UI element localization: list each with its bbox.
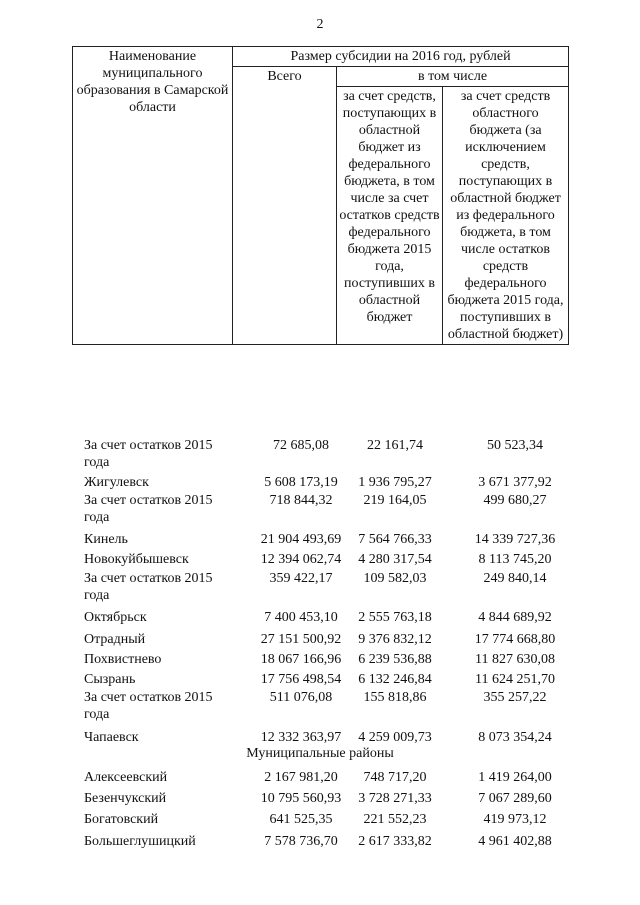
row-name: Безенчукский bbox=[84, 791, 167, 806]
row-name: Большеглушицкий bbox=[84, 834, 196, 849]
row-regional: 8 073 354,24 bbox=[478, 730, 552, 745]
table-row bbox=[0, 437, 640, 470]
row-total: 12 394 062,74 bbox=[260, 552, 342, 567]
row-regional: 50 523,34 bbox=[487, 438, 543, 453]
row-regional: 8 113 745,20 bbox=[478, 552, 552, 567]
row-name: Кинель bbox=[84, 532, 128, 547]
row-name: Богатовский bbox=[84, 812, 159, 827]
row-total: 641 525,35 bbox=[269, 812, 333, 827]
row-total: 21 904 493,69 bbox=[260, 532, 342, 547]
row-federal: 7 564 766,33 bbox=[358, 532, 432, 547]
table-row bbox=[0, 790, 640, 808]
row-total: 18 067 166,96 bbox=[260, 652, 342, 667]
header-total: Всего bbox=[233, 67, 337, 345]
row-regional: 355 257,22 bbox=[483, 690, 547, 705]
table-row bbox=[0, 811, 640, 829]
row-regional: 419 973,12 bbox=[483, 812, 547, 827]
table-row bbox=[0, 671, 640, 689]
row-total: 718 844,32 bbox=[269, 493, 333, 508]
row-regional: 1 419 264,00 bbox=[478, 770, 552, 785]
row-federal: 6 132 246,84 bbox=[358, 672, 432, 687]
table-row bbox=[0, 689, 640, 722]
row-regional: 4 961 402,88 bbox=[478, 834, 552, 849]
header-subsidy-size: Размер субсидии на 2016 год, рублей bbox=[233, 47, 569, 67]
row-total: 27 151 500,92 bbox=[260, 632, 342, 647]
row-name: Новокуйбышевск bbox=[84, 552, 189, 567]
row-regional: 3 671 377,92 bbox=[478, 475, 552, 490]
row-total: 12 332 363,97 bbox=[260, 730, 342, 745]
table-row bbox=[0, 833, 640, 851]
row-regional: 11 624 251,70 bbox=[475, 672, 555, 687]
row-federal: 155 818,86 bbox=[363, 690, 427, 705]
row-federal: 4 280 317,54 bbox=[358, 552, 432, 567]
row-total: 10 795 560,93 bbox=[260, 791, 342, 806]
header-including: в том числе bbox=[337, 67, 569, 87]
table-row bbox=[0, 609, 640, 627]
section-heading-districts: Муниципальные районы bbox=[246, 746, 394, 761]
row-total: 7 400 453,10 bbox=[264, 610, 338, 625]
table-row bbox=[0, 570, 640, 603]
row-name: Чапаевск bbox=[84, 730, 139, 745]
row-name: Октябрьск bbox=[84, 610, 147, 625]
row-name: За счет остатков 2015 года bbox=[84, 493, 213, 525]
row-name: Алексеевский bbox=[84, 770, 168, 785]
row-total: 72 685,08 bbox=[273, 438, 329, 453]
row-name: За счет остатков 2015 года bbox=[84, 690, 213, 722]
table-row bbox=[0, 651, 640, 669]
row-regional: 4 844 689,92 bbox=[478, 610, 552, 625]
row-regional: 17 774 668,80 bbox=[474, 632, 556, 647]
row-federal: 1 936 795,27 bbox=[358, 475, 432, 490]
row-regional: 11 827 630,08 bbox=[475, 652, 555, 667]
row-name: За счет остатков 2015 года bbox=[84, 571, 213, 603]
row-federal: 109 582,03 bbox=[363, 571, 427, 586]
table-row bbox=[0, 551, 640, 569]
row-federal: 2 555 763,18 bbox=[358, 610, 432, 625]
row-name: Отрадный bbox=[84, 632, 146, 647]
row-regional: 499 680,27 bbox=[483, 493, 547, 508]
header-federal-funds: за счет средств, поступающих в областной бюджет из федерального бюджета, в том числе за счет остатков средств федерального бюджета 2015 года, поступивших в областной бюджет bbox=[337, 87, 443, 345]
row-federal: 219 164,05 bbox=[363, 493, 427, 508]
row-name: За счет остатков 2015 года bbox=[84, 438, 213, 470]
row-name: Жигулевск bbox=[84, 475, 149, 490]
row-total: 359 422,17 bbox=[269, 571, 333, 586]
table-row bbox=[0, 474, 640, 492]
row-name: Похвистнево bbox=[84, 652, 162, 667]
row-total: 7 578 736,70 bbox=[264, 834, 338, 849]
row-federal: 22 161,74 bbox=[367, 438, 423, 453]
row-total: 17 756 498,54 bbox=[260, 672, 342, 687]
page-number: 2 bbox=[316, 17, 324, 32]
row-federal: 9 376 832,12 bbox=[358, 632, 432, 647]
table-row bbox=[0, 631, 640, 649]
header-municipality: Наименование муниципального образования в Самарской области bbox=[73, 47, 233, 345]
row-name: Сызрань bbox=[84, 672, 136, 687]
row-total: 5 608 173,19 bbox=[264, 475, 338, 490]
table-row bbox=[0, 769, 640, 787]
row-federal: 221 552,23 bbox=[363, 812, 427, 827]
table-row bbox=[0, 531, 640, 549]
row-federal: 748 717,20 bbox=[363, 770, 427, 785]
row-regional: 249 840,14 bbox=[483, 571, 547, 586]
row-total: 2 167 981,20 bbox=[264, 770, 338, 785]
row-federal: 3 728 271,33 bbox=[358, 791, 432, 806]
row-federal: 6 239 536,88 bbox=[358, 652, 432, 667]
row-federal: 2 617 333,82 bbox=[358, 834, 432, 849]
row-federal: 4 259 009,73 bbox=[358, 730, 432, 745]
header-regional-funds: за счет средств областного бюджета (за исключением средств, поступающих в областной бюджет из федерального бюджета, в том числе остатков средств федерального бюджета 2015 года, поступивших в областной бюджет) bbox=[443, 87, 569, 345]
row-total: 511 076,08 bbox=[269, 690, 333, 705]
row-regional: 7 067 289,60 bbox=[478, 791, 552, 806]
table-row bbox=[0, 492, 640, 525]
row-regional: 14 339 727,36 bbox=[474, 532, 556, 547]
